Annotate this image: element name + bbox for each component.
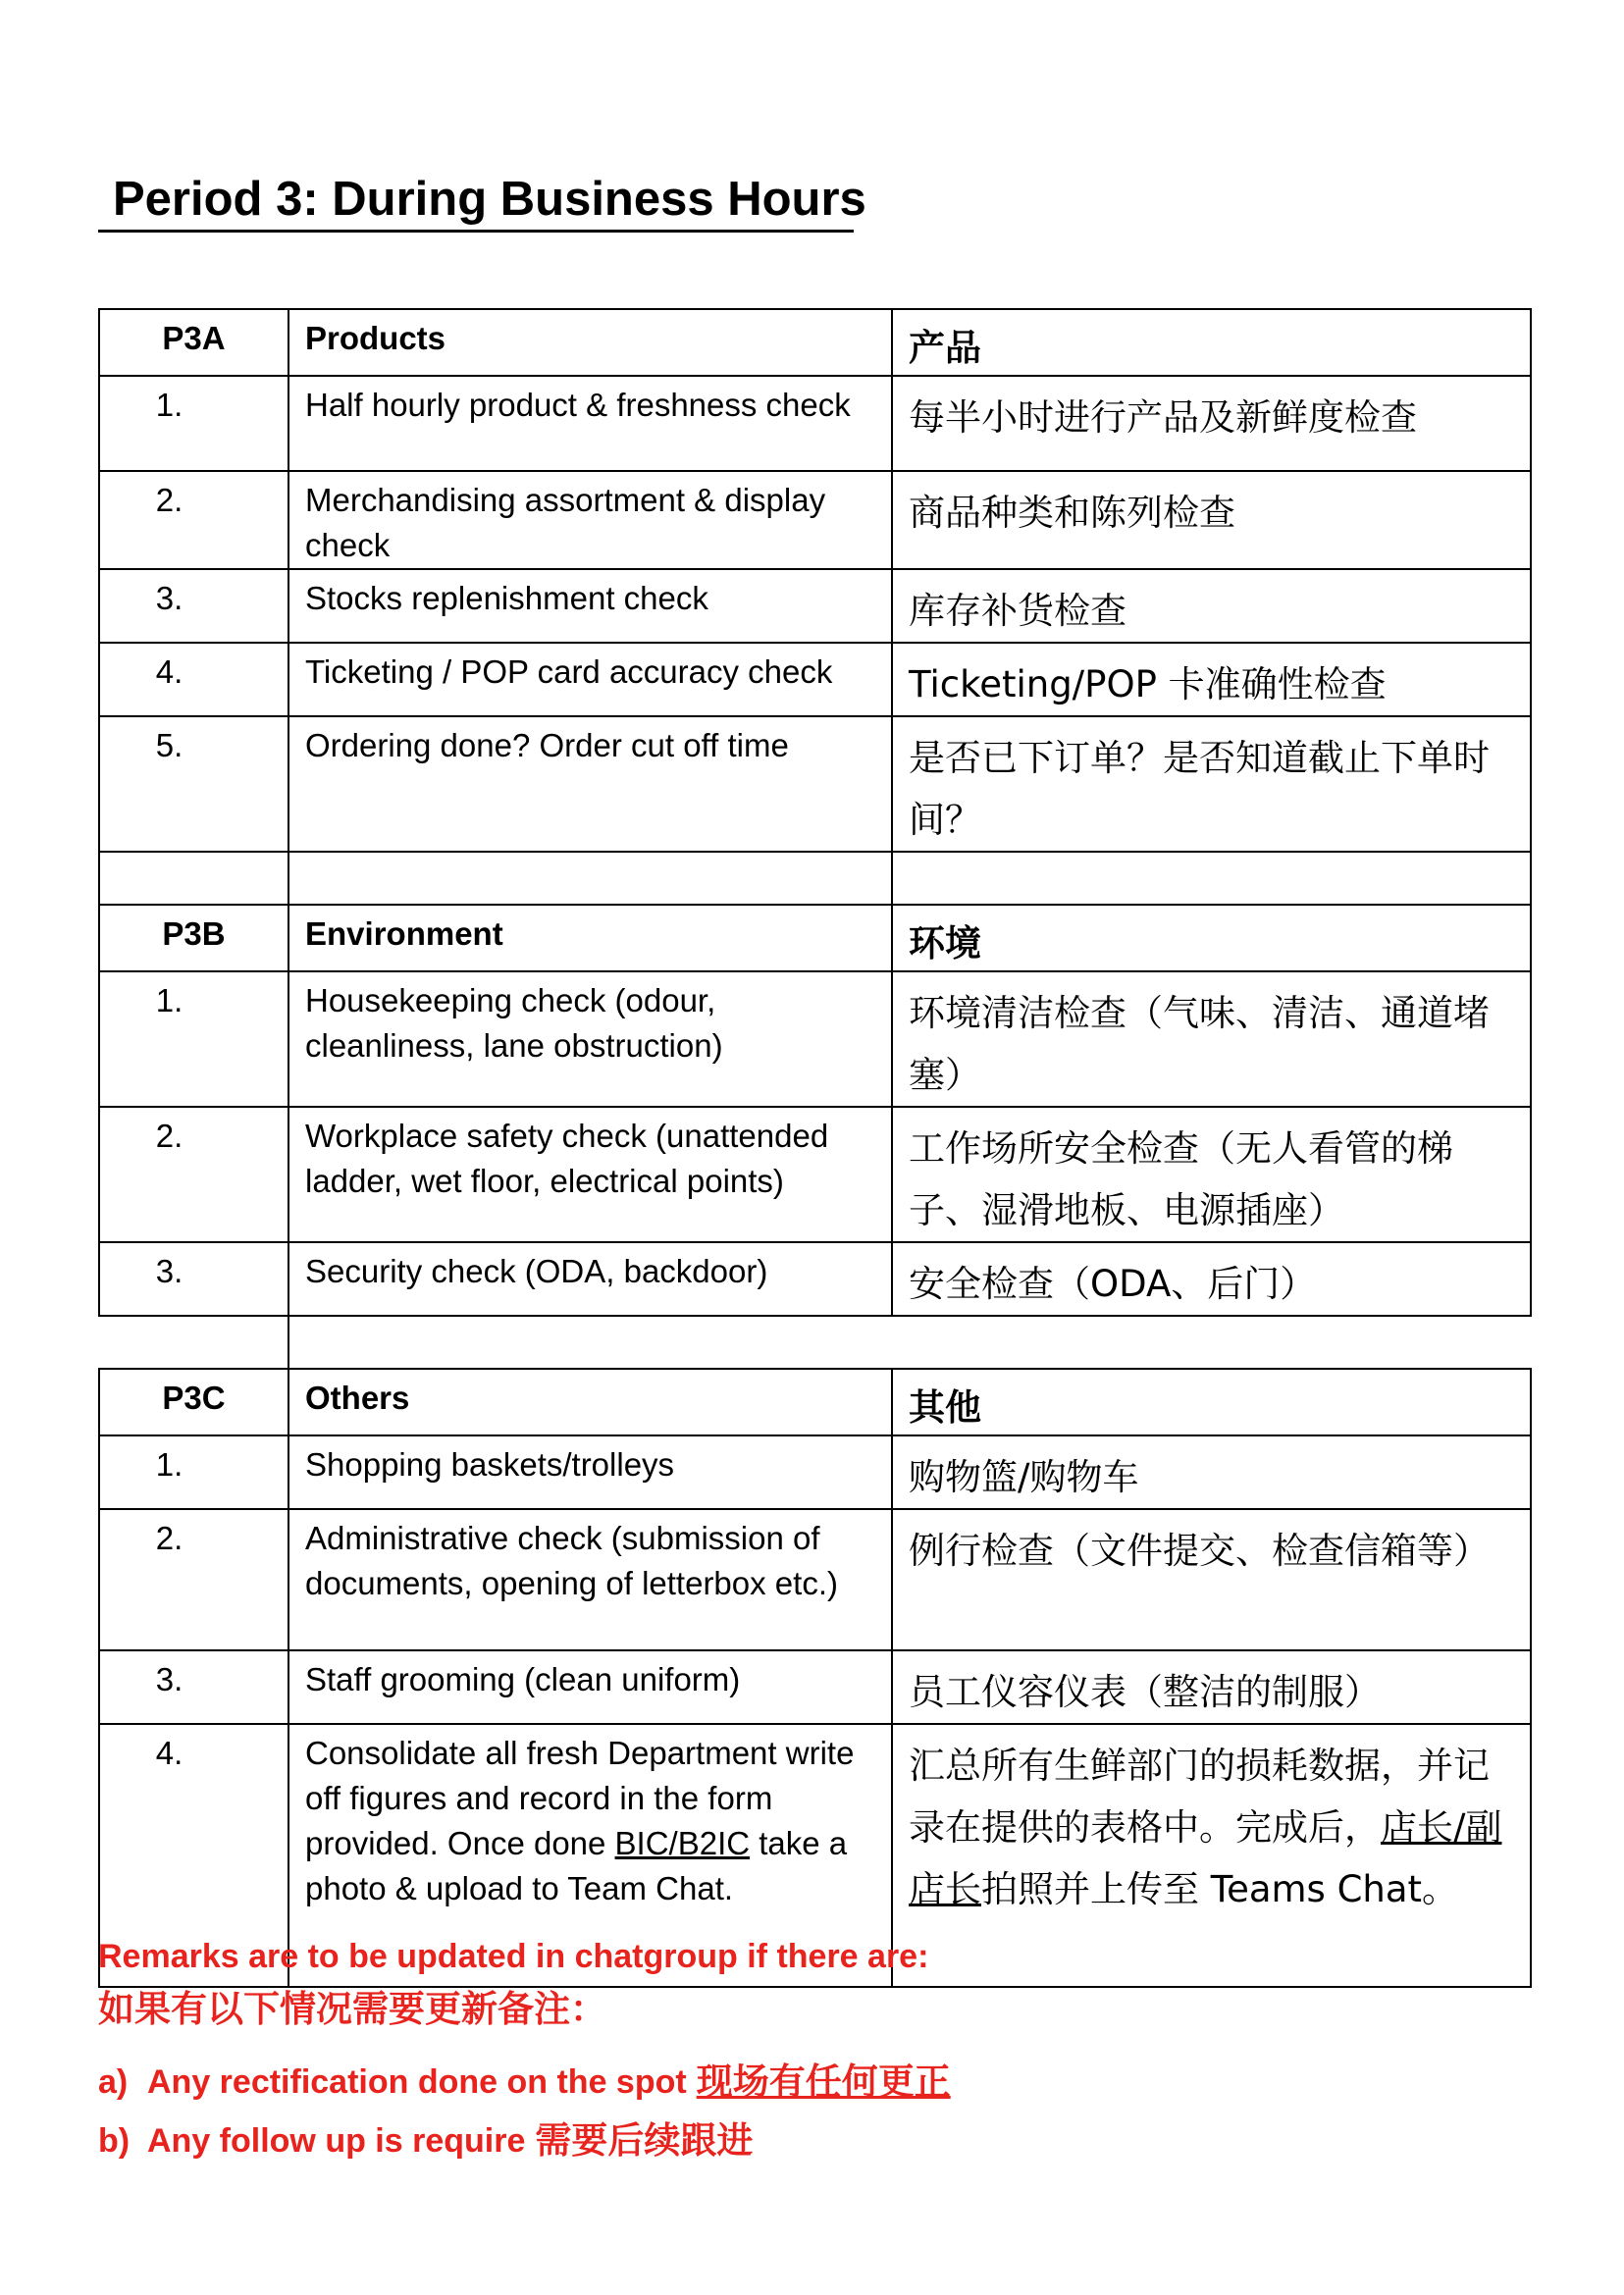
list-item (98, 2112, 1276, 2170)
remark-text-zh: 现场有任何更正 (696, 2060, 951, 2103)
row-text-zh: 例行检查（文件提交、检查信箱等） (892, 1509, 1531, 1650)
row-number: 1. (99, 376, 288, 471)
section-heading-en: Products (288, 309, 892, 376)
remark-text-en: Any rectification done on the spot (147, 2063, 687, 2101)
remark-text-en: Any follow up is require (147, 2122, 526, 2160)
list-item (98, 2053, 1276, 2112)
row-text-en: Half hourly product & freshness check (288, 376, 892, 471)
row-text-zh: 商品种类和陈列检查 (892, 471, 1531, 569)
table-row (99, 569, 1531, 643)
table-row (99, 471, 1531, 569)
row-number: 4. (99, 1724, 288, 1987)
remarks-heading-zh: 如果有以下情况需要更新备注： (98, 1988, 606, 2030)
checklist-table (98, 308, 1532, 1988)
row-text-en-part: take a photo & upload to Team Chat. (305, 1825, 848, 1906)
row-text-zh: 环境清洁检查（气味、清洁、通道堵塞） (892, 971, 1531, 1107)
row-number: 2. (99, 1509, 288, 1650)
row-text-zh: Ticketing/POP 卡准确性检查 (892, 643, 1531, 716)
table-row (99, 1435, 1531, 1509)
row-number: 3. (99, 1242, 288, 1316)
table-row (99, 376, 1531, 471)
table-row (99, 1650, 1531, 1724)
remark-text-zh: 需要后续跟进 (535, 2119, 754, 2162)
remarks-block (98, 1935, 1276, 2170)
remarks-list (98, 2053, 1276, 2170)
remarks-heading-en: Remarks are to be updated in chatgroup if there are: (98, 1938, 929, 1975)
section-header-p3c (99, 1369, 1531, 1435)
row-text-en: Ticketing / POP card accuracy check (288, 643, 892, 716)
section-code: P3C (99, 1369, 288, 1435)
row-text-zh-part: 拍照并上传至 Teams Chat。 (981, 1868, 1459, 1910)
row-text-en: Stocks replenishment check (288, 569, 892, 643)
row-text-zh: 购物篮/购物车 (892, 1435, 1531, 1509)
row-text-zh: 安全检查（ODA、后门） (892, 1242, 1531, 1316)
spacer-cell (288, 852, 892, 905)
row-text-en: Administrative check (submission of documents, opening of letterbox etc.) (288, 1509, 892, 1650)
row-text-en-part: Consolidate all fresh Department write off figures and record in the form provided. Once done (305, 1735, 855, 1861)
role-link-text: BIC/B2IC (614, 1825, 751, 1861)
table-row (99, 1509, 1531, 1650)
row-text-en: Workplace safety check (unattended ladder, wet floor, electrical points) (288, 1107, 892, 1242)
row-text-en: Housekeeping check (odour, cleanliness, lane obstruction) (288, 971, 892, 1107)
table-row (99, 716, 1531, 852)
spacer-cell (288, 1316, 1531, 1369)
section-heading-en: Environment (288, 905, 892, 971)
row-text-en: Staff grooming (clean uniform) (288, 1650, 892, 1724)
spacer-cell (892, 852, 1531, 905)
row-number: 2. (99, 1107, 288, 1242)
list-marker: b) (98, 2122, 131, 2160)
row-text-zh: 每半小时进行产品及新鲜度检查 (892, 376, 1531, 471)
row-text-zh: 是否已下订单？是否知道截止下单时间？ (892, 716, 1531, 852)
section-heading-zh: 环境 (892, 905, 1531, 971)
section-code: P3A (99, 309, 288, 376)
row-text-en: Merchandising assortment & display check (288, 471, 892, 569)
table-row (99, 1107, 1531, 1242)
section-code: P3B (99, 905, 288, 971)
table-row (99, 1242, 1531, 1316)
section-header-p3a (99, 309, 1531, 376)
spacer-cell (99, 852, 288, 905)
row-text-zh: 库存补货检查 (892, 569, 1531, 643)
page-title: Period 3: During Business Hours (98, 169, 854, 233)
role-text-zh: 店长/副店长 (909, 1806, 1502, 1910)
table-row (99, 971, 1531, 1107)
row-number: 2. (99, 471, 288, 569)
row-text-en: Shopping baskets/trolleys (288, 1435, 892, 1509)
row-number: 3. (99, 569, 288, 643)
row-text-zh: 员工仪容仪表（整洁的制服） (892, 1650, 1531, 1724)
spacer-cell (99, 1316, 288, 1369)
list-marker: a) (98, 2063, 129, 2101)
row-text-en: Security check (ODA, backdoor) (288, 1242, 892, 1316)
table-row (99, 643, 1531, 716)
section-heading-en: Others (288, 1369, 892, 1435)
spacer-row (99, 852, 1531, 905)
section-header-p3b (99, 905, 1531, 971)
row-text-zh: 工作场所安全检查（无人看管的梯子、湿滑地板、电源插座） (892, 1107, 1531, 1242)
row-number: 5. (99, 716, 288, 852)
row-number: 1. (99, 1435, 288, 1509)
section-heading-zh: 其他 (892, 1369, 1531, 1435)
row-number: 1. (99, 971, 288, 1107)
row-text-zh-part: 汇总所有生鲜部门的损耗数据，并记录在提供的表格中。完成后， (909, 1745, 1490, 1849)
spacer-row (99, 1316, 1531, 1369)
row-text-en: Ordering done? Order cut off time (288, 716, 892, 852)
section-heading-zh: 产品 (892, 309, 1531, 376)
row-number: 4. (99, 643, 288, 716)
row-number: 3. (99, 1650, 288, 1724)
